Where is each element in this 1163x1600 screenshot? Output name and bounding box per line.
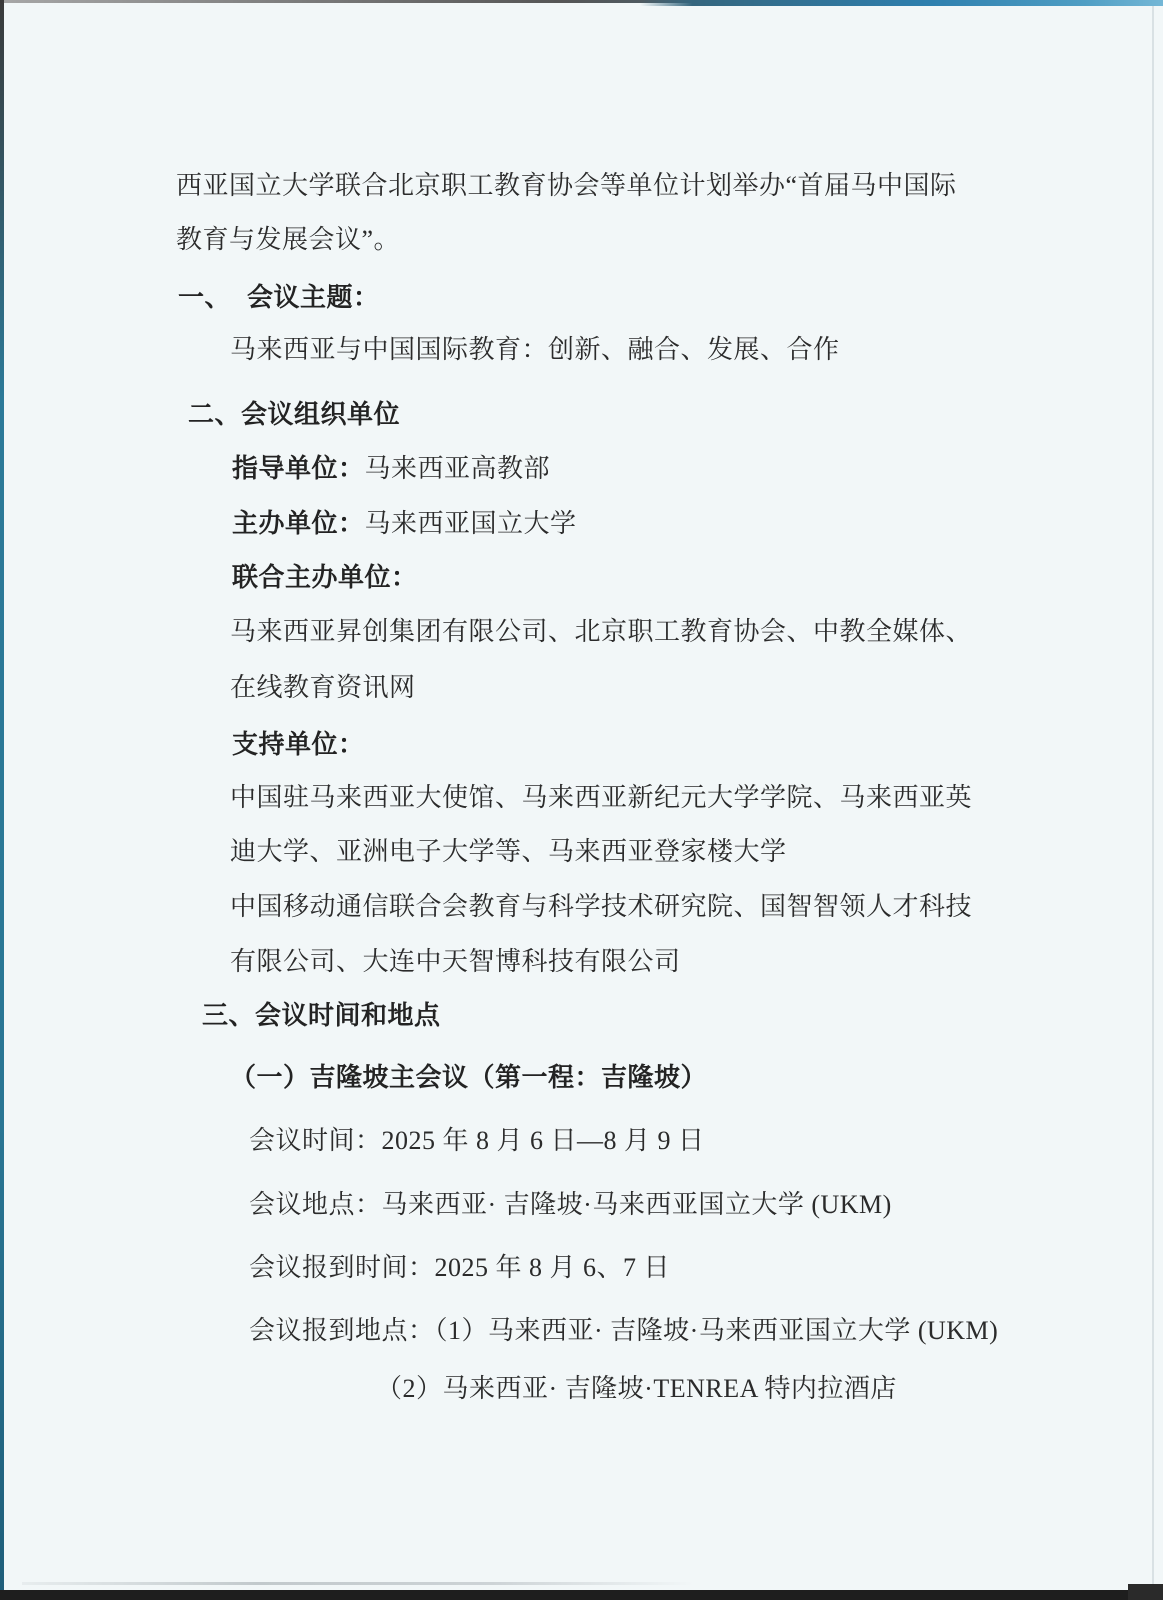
host-unit-line xyxy=(232,505,577,542)
meeting-venue-line: 会议地点：马来西亚· 吉隆坡·马来西亚国立大学 (UKM) xyxy=(249,1190,892,1219)
section1-heading-number: 一、 xyxy=(178,282,232,312)
intro-line-2: 教育与发展会议”。 xyxy=(176,225,401,254)
host-unit-value: 马来西亚国立大学 xyxy=(364,509,577,538)
support-line-2: 迪大学、亚洲电子大学等、马来西亚登家楼大学 xyxy=(230,837,787,866)
scan-edge-left xyxy=(0,0,4,1600)
cohost-line-1: 马来西亚昇创集团有限公司、北京职工教育协会、中教全媒体、 xyxy=(230,617,973,646)
guidance-unit-value: 马来西亚高教部 xyxy=(364,454,551,483)
checkin-place-line-1: 会议报到地点：（1）马来西亚· 吉隆坡·马来西亚国立大学 (UKM) xyxy=(249,1316,999,1345)
host-unit-label: 主办单位： xyxy=(232,508,365,538)
scan-corner-bottom-right xyxy=(1128,1584,1163,1600)
support-line-4: 有限公司、大连中天智博科技有限公司 xyxy=(230,947,681,976)
scan-edge-right xyxy=(1152,6,1154,1594)
scan-streak-bottom xyxy=(22,1582,694,1585)
cohost-unit-label: 联合主办单位： xyxy=(232,562,418,592)
support-unit-label: 支持单位： xyxy=(232,729,365,759)
support-line-1: 中国驻马来西亚大使馆、马来西亚新纪元大学学院、马来西亚英 xyxy=(230,783,973,812)
scan-edge-top-teal xyxy=(640,0,1163,6)
meeting-time-line: 会议时间：2025 年 8 月 6 日—8 月 9 日 xyxy=(249,1126,705,1155)
section1-heading-title: 会议主题： xyxy=(247,282,380,312)
scan-edge-bottom xyxy=(0,1590,1163,1600)
section3-heading: 三、会议时间和地点 xyxy=(202,1000,441,1030)
section1-theme-text: 马来西亚与中国国际教育：创新、融合、发展、合作 xyxy=(230,335,840,364)
kl-session-heading: （一）吉隆坡主会议（第一程：吉隆坡） xyxy=(230,1062,708,1092)
intro-line-1: 西亚国立大学联合北京职工教育协会等单位计划举办“首届马中国际 xyxy=(176,171,957,200)
checkin-place-line-2: （2）马来西亚· 吉隆坡·TENREA 特内拉酒店 xyxy=(376,1374,897,1403)
support-line-3: 中国移动通信联合会教育与科学技术研究院、国智智领人才科技 xyxy=(230,892,973,921)
cohost-line-2: 在线教育资讯网 xyxy=(230,673,416,702)
section2-heading: 二、会议组织单位 xyxy=(188,399,401,429)
checkin-time-line: 会议报到时间：2025 年 8 月 6、7 日 xyxy=(249,1253,671,1282)
guidance-unit-line xyxy=(232,450,550,487)
guidance-unit-label: 指导单位： xyxy=(232,453,365,483)
section1-heading xyxy=(178,279,380,315)
